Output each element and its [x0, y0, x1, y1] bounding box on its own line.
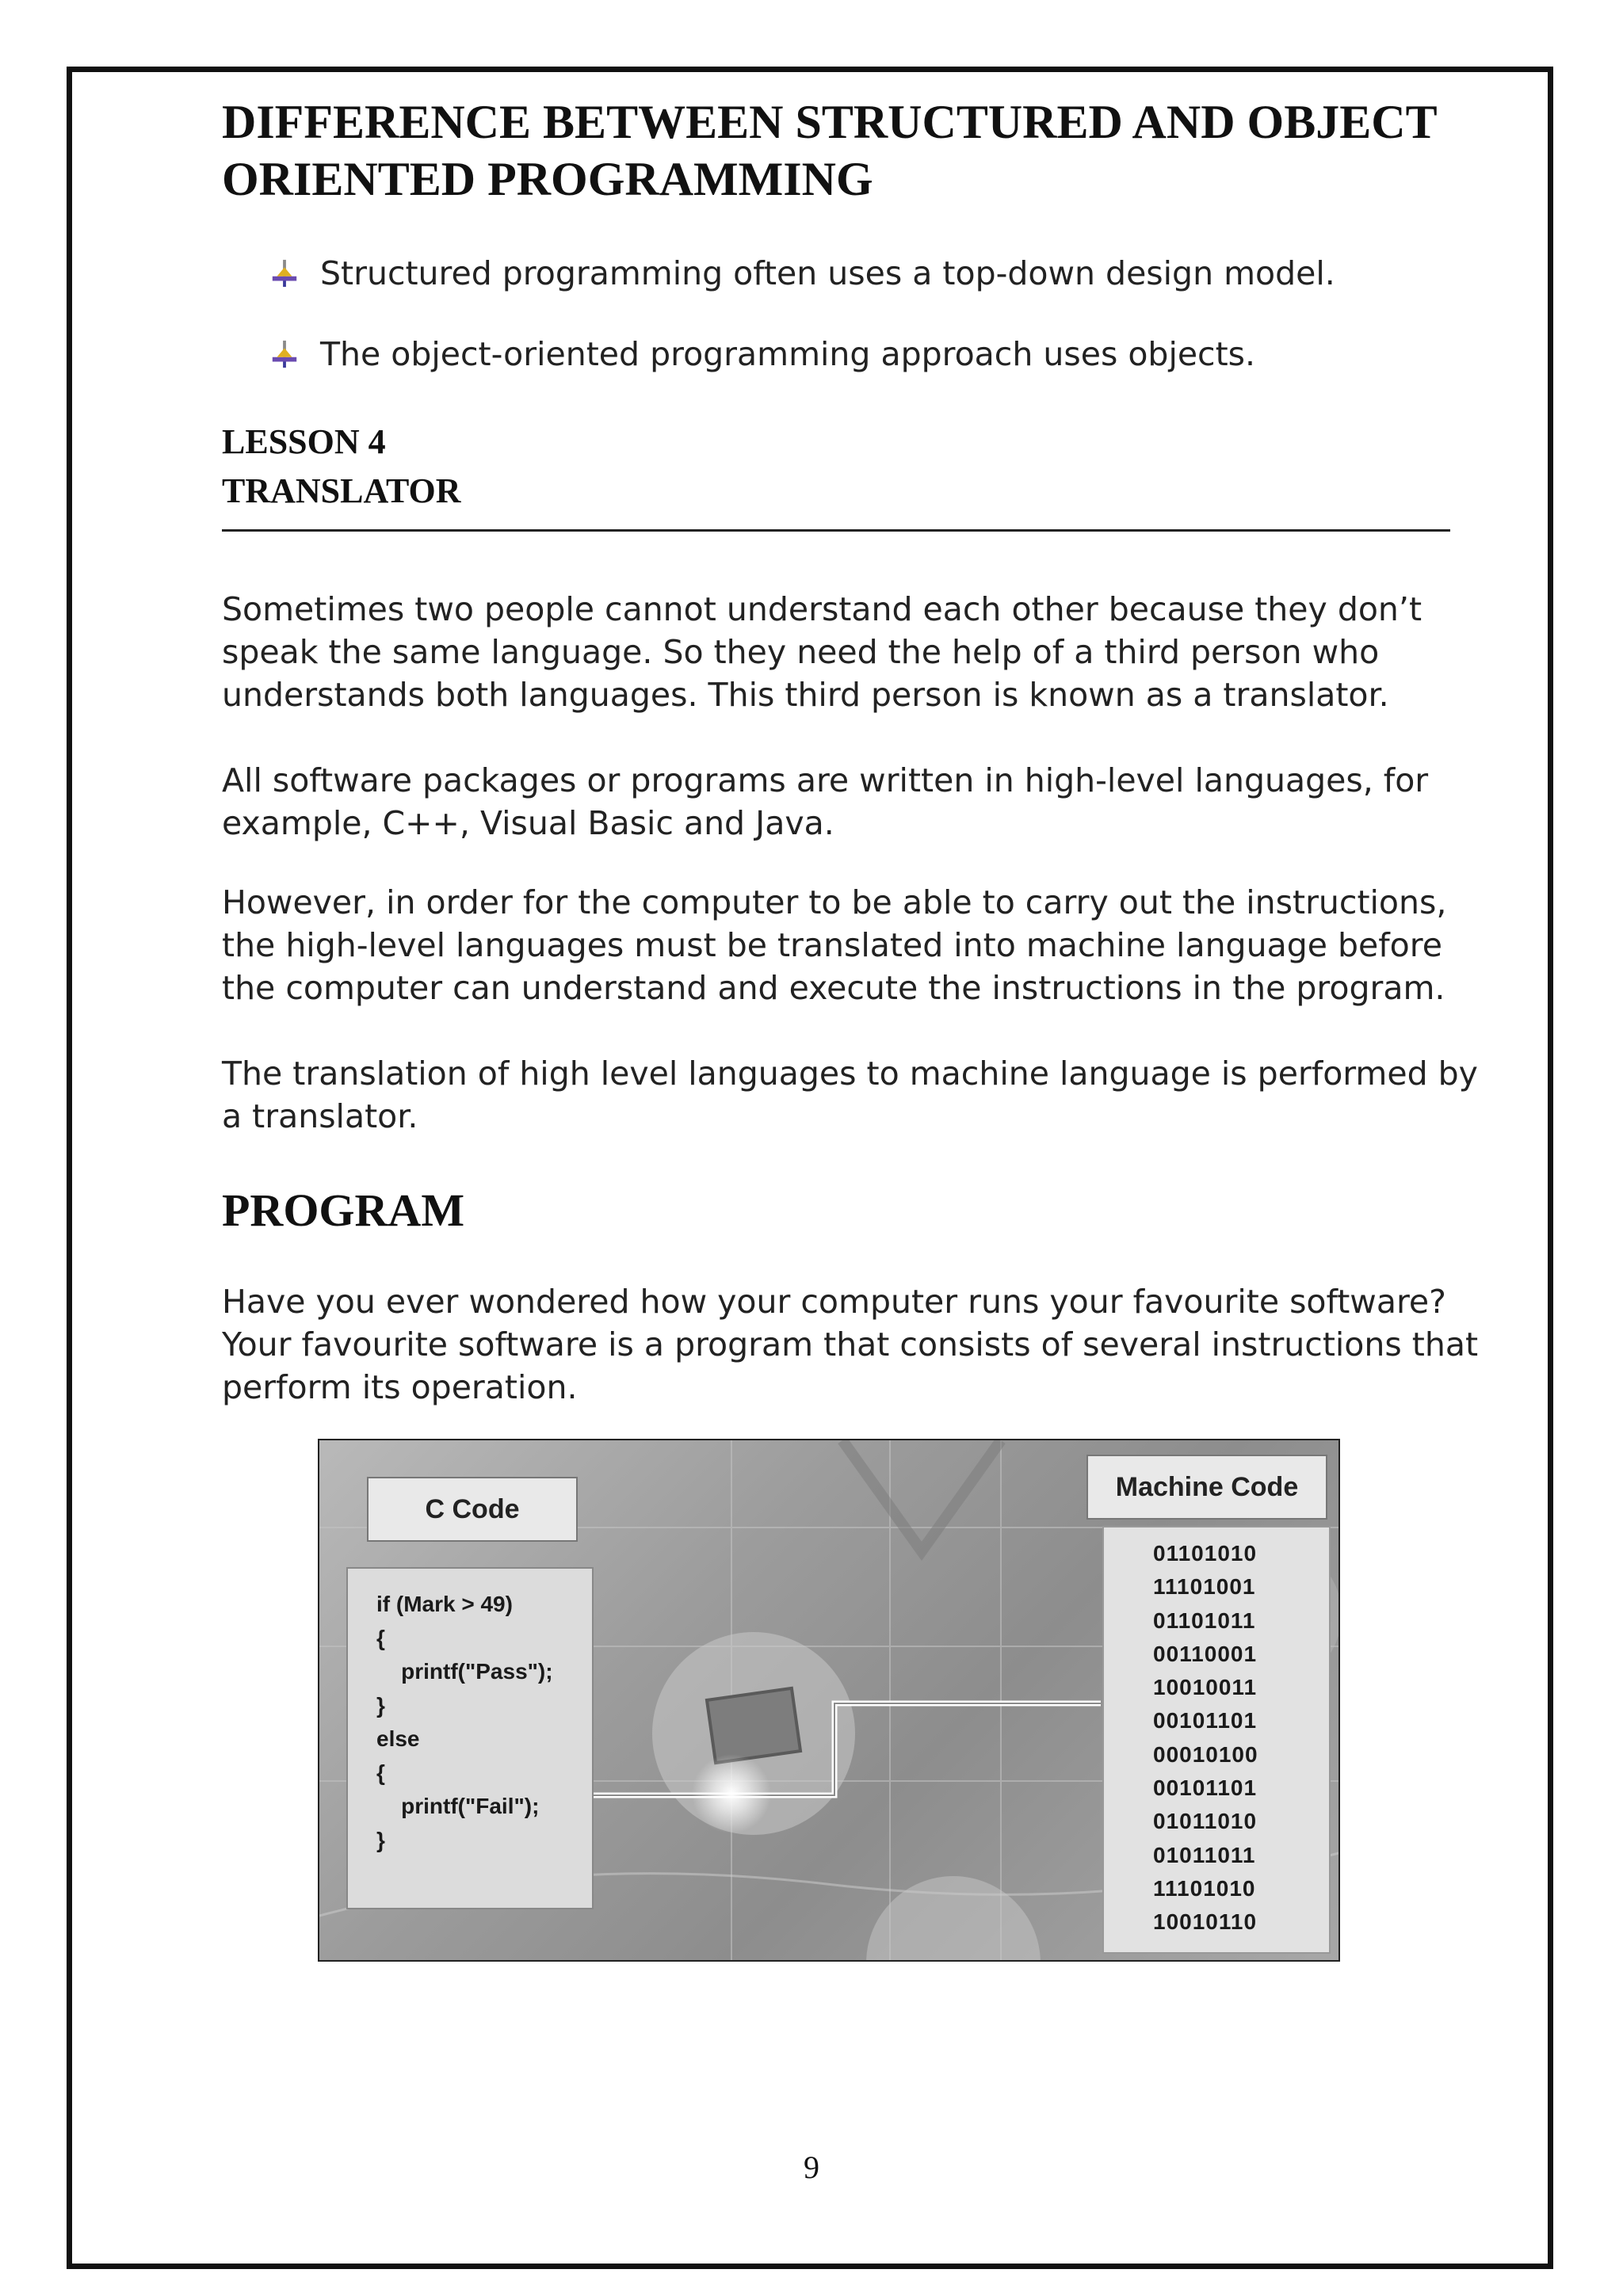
binary-line: 10010011 — [1153, 1675, 1258, 1700]
bullet-text: Structured programming often uses a top-down design model. — [320, 254, 1335, 292]
program-heading: PROGRAM — [222, 1184, 465, 1236]
paragraph: The translation of high level languages to machine language is performed by a translator. — [222, 1055, 1478, 1135]
bullet-item — [269, 334, 1255, 374]
program-paragraph: Have you ever wondered how your computer runs your favourite software? Your favourite software is a program that consists of several instructions that perform its operation. — [222, 1283, 1479, 1406]
paragraph: All software packages or programs are written in high-level languages, for example, C++, Visual Basic and Java. — [222, 761, 1429, 842]
lesson-title: TRANSLATOR — [222, 471, 461, 510]
binary-line: 01101011 — [1153, 1608, 1256, 1633]
binary-line: 01011011 — [1153, 1842, 1256, 1867]
code-line: printf("Pass"); — [376, 1659, 553, 1684]
code-line: printf("Fail"); — [376, 1794, 540, 1818]
c-code-panel — [346, 1567, 594, 1909]
translation-figure — [318, 1439, 1340, 1962]
binary-line: 01011010 — [1153, 1809, 1258, 1834]
code-line: else — [376, 1726, 420, 1751]
machine-code-label: Machine Code — [1086, 1455, 1327, 1520]
bullet-icon — [269, 339, 300, 369]
binary-line: 00110001 — [1153, 1641, 1258, 1666]
section-heading: DIFFERENCE BETWEEN STRUCTURED AND OBJECT ORIENTED PROGRAMMING — [222, 96, 1437, 205]
bullet-icon — [269, 258, 300, 288]
lesson-number: LESSON 4 — [222, 422, 386, 461]
code-line: } — [376, 1827, 385, 1852]
binary-line: 00010100 — [1153, 1741, 1258, 1767]
c-code-label: C Code — [367, 1477, 578, 1542]
paragraph: However, in order for the computer to be able to carry out the instructions, the high-level languages must be translated into machine language before the computer can understand and execute the instructions in the program. — [222, 883, 1447, 1007]
bullet-item — [269, 254, 1335, 293]
binary-line: 11101001 — [1153, 1574, 1256, 1600]
code-line: { — [376, 1760, 385, 1785]
page-number: 9 — [804, 2149, 819, 2185]
divider — [222, 529, 1450, 532]
binary-line: 01101010 — [1153, 1541, 1258, 1566]
machine-code-panel — [1102, 1526, 1331, 1954]
binary-line: 10010110 — [1153, 1909, 1258, 1935]
code-line: } — [376, 1692, 385, 1718]
bullet-text: The object-oriented programming approach uses objects. — [320, 335, 1256, 373]
binary-line: 00101101 — [1153, 1708, 1258, 1733]
binary-line: 00101101 — [1153, 1775, 1258, 1801]
code-line: if (Mark > 49) — [376, 1592, 513, 1616]
binary-line: 11101010 — [1153, 1875, 1256, 1901]
code-line: { — [376, 1625, 385, 1650]
paragraph: Sometimes two people cannot understand each other because they don’t speak the same language. So they need the help of a third person who understands both languages. This third person is known as a translator. — [222, 590, 1423, 714]
